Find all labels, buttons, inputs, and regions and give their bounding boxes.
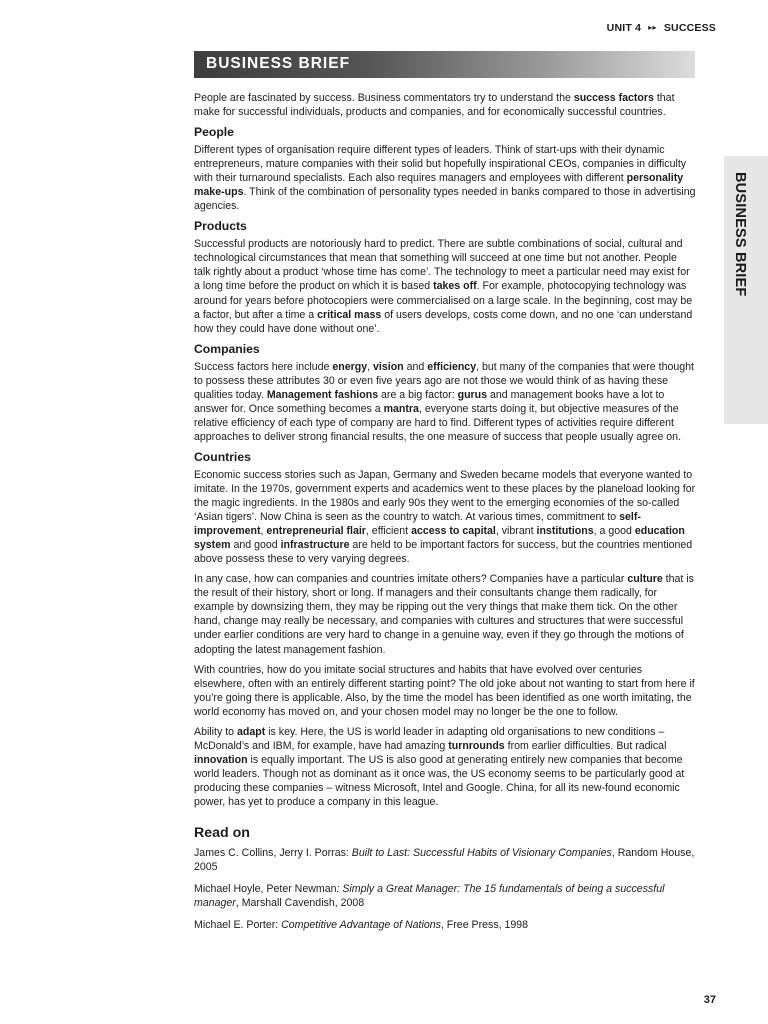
key-term: institutions (536, 525, 594, 538)
text-run: , everyone starts doing it, but objective measures of the relative efficiency of each type of company are hard to find. Different types of activities require different approaches to deliver strong financial results, the one measure of success that people usually agree on. (194, 402, 682, 443)
running-head (607, 22, 716, 34)
key-term: personality make-ups (194, 172, 684, 199)
key-term: entrepreneurial flair (266, 525, 366, 538)
text-run: and management books have a lot to answer for. Once something becomes a (194, 388, 665, 415)
key-term: infrastructure (280, 539, 350, 552)
text-run: , (260, 525, 267, 538)
article-body (194, 91, 696, 940)
key-term: efficiency (427, 360, 477, 373)
text-run: , a good (593, 525, 635, 538)
side-tab-label: BUSINESS BRIEF (732, 172, 748, 297)
countries-paragraph (194, 725, 696, 809)
countries-paragraph (194, 572, 696, 656)
reference-item (194, 846, 696, 874)
key-term: mantra (383, 402, 419, 415)
text-run: . Think of the combination of personality types needed in banks compared to those in advertising agencies. (194, 186, 696, 213)
section-banner (194, 51, 695, 78)
countries-heading: Countries (194, 449, 251, 464)
key-term: education system (194, 525, 685, 552)
text-run: , Marshall Cavendish, 2008 (235, 897, 365, 910)
page-number: 37 (703, 994, 716, 1006)
key-term: success factors (573, 92, 654, 104)
text-run: that is the result of their history, short or long. If managers and their consultants change them radically, for example by downsizing them, they may be ripping out the very things that make them tick. On the other hand, change may really be necessary, and companies with cultures and structures that were successful under earlier conditions are very hard to change in a genuine way, even if they go through the motions of adopting the latest management fashion. (194, 573, 694, 656)
products-heading: Products (194, 219, 247, 234)
intro-paragraph (194, 91, 696, 119)
book-title: Competitive Advantage of Nations (281, 919, 441, 932)
text-run: , efficient (365, 525, 412, 538)
section-label: SUCCESS (663, 22, 716, 34)
text-run: Successful products are notoriously hard to predict. There are subtle combinations of social, cultural and technological circumstances that mean that something will succeed at one time but not another. People talk rightly about a product ‘whose time has come’. The technology to meet a particular need may exist for a long time before the product on which it is based (194, 238, 690, 293)
key-term: critical mass (317, 308, 382, 321)
key-term: vision (373, 360, 404, 373)
text-run: Different types of organisation require different types of leaders. Think of start-ups with their dynamic entrepreneurs, mature companies with their solid but hopefully inspirational CEOs, companies in difficulty with their turnaround specialists. Each also requires managers and employees with different (194, 144, 687, 185)
companies-paragraph (194, 360, 696, 444)
key-term: culture (627, 573, 663, 586)
text-run: and good (230, 539, 281, 552)
text-run: , (367, 360, 374, 373)
text-run: is equally important. The US is also good at generating entirely new companies that become world leaders. Though not as dominant as it once was, the US economy seems to be particularly good at producing these companies – witness Microsoft, Intel and Google. China, for all its new-found economic power, has yet to produce a company in this league. (194, 753, 685, 808)
people-heading: People (194, 125, 234, 140)
double-arrow-icon: ▸▸ (648, 23, 657, 32)
people-paragraph (194, 143, 696, 213)
reference-item (194, 882, 696, 910)
text-run: and (403, 360, 428, 373)
products-paragraph (194, 237, 696, 335)
text-run: , Free Press, 1998 (440, 919, 529, 932)
key-term: adapt (236, 725, 266, 738)
key-term: energy (332, 360, 368, 373)
key-term: access to capital (411, 525, 496, 538)
text-run: are held to be important factors for success, but the countries mentioned above possess these to very varying degrees. (194, 539, 693, 566)
text-run: is key. Here, the US is world leader in adapting old organisations to new conditions – McDonald’s and IBM, for example, have had amazing (194, 725, 665, 752)
book-title: Built to Last: Successful Habits of Visionary Companies (351, 847, 612, 860)
text-run: , Random House, 2005 (194, 847, 695, 874)
text-run: . For example, photocopying technology was around for years before photocopiers were commercialised on a large scale. In the beginning, cost may be a factor, but after a time a (194, 280, 693, 321)
unit-label: UNIT 4 (606, 22, 642, 34)
countries-paragraph (194, 468, 696, 566)
text-run: Success factors here include (194, 360, 333, 373)
text-run: of users develops, costs come down, and no one ‘can understand how they could have done without one’. (194, 308, 693, 335)
key-term: takes off (433, 280, 477, 293)
reference-list (194, 846, 696, 932)
text-run: Ability to (194, 725, 237, 738)
text-run: from earlier difficulties. But radical (504, 739, 667, 752)
key-term: self-improvement (194, 511, 641, 538)
companies-heading: Companies (194, 341, 260, 356)
banner-title: BUSINESS BRIEF (206, 55, 351, 72)
text-run: With countries, how do you imitate social structures and habits that have evolved over centuries elsewhere, often with an entirely different starting point? The old joke about not wanting to start from here if you’re going there is applicable. Also, by the time the model has been identified as one worth imitating, the world economy has moved on, and your chosen model may no longer be the one to follow. (194, 663, 695, 718)
key-term: turnrounds (448, 739, 505, 752)
text-run: People are fascinated by success. Business commentators try to understand the (194, 92, 574, 104)
reference-item (194, 918, 696, 932)
text-run: Michael E. Porter: (194, 919, 282, 932)
side-tab (724, 156, 768, 424)
text-run: Economic success stories such as Japan, Germany and Sweden became models that everyone wanted to imitate. In the 1970s, government experts and academics went to these places by the planeload looking for the magic ingredients. In the 1980s and early 90s they went to the emerging economies of the so-called ‘Asian tigers’. Now China is seen as the country to watch. At various times, commitment to (194, 468, 696, 524)
countries-paragraph (194, 663, 696, 719)
text-run: are a big factor: (378, 388, 458, 401)
text-run: , vibrant (495, 525, 537, 538)
text-run: that make for successful individuals, products and companies, and for economically successful countries. (194, 92, 675, 119)
text-run: Michael Hoyle, Peter Newman (194, 883, 337, 896)
key-term: gurus (457, 388, 488, 401)
text-run: In any case, how can companies and countries imitate others? Companies have a particular (194, 573, 628, 586)
book-title: : Simply a Great Manager: The 15 fundamentals of being a successful manager (194, 883, 665, 910)
read-on-heading: Read on (194, 825, 250, 842)
text-run: James C. Collins, Jerry I. Porras: (194, 847, 352, 860)
key-term: Management fashions (266, 388, 379, 401)
key-term: innovation (194, 753, 248, 766)
text-run: , but many of the companies that were thought to possess these attributes 30 or even five years ago are not those we would think of as having these qualities today. (194, 360, 694, 401)
